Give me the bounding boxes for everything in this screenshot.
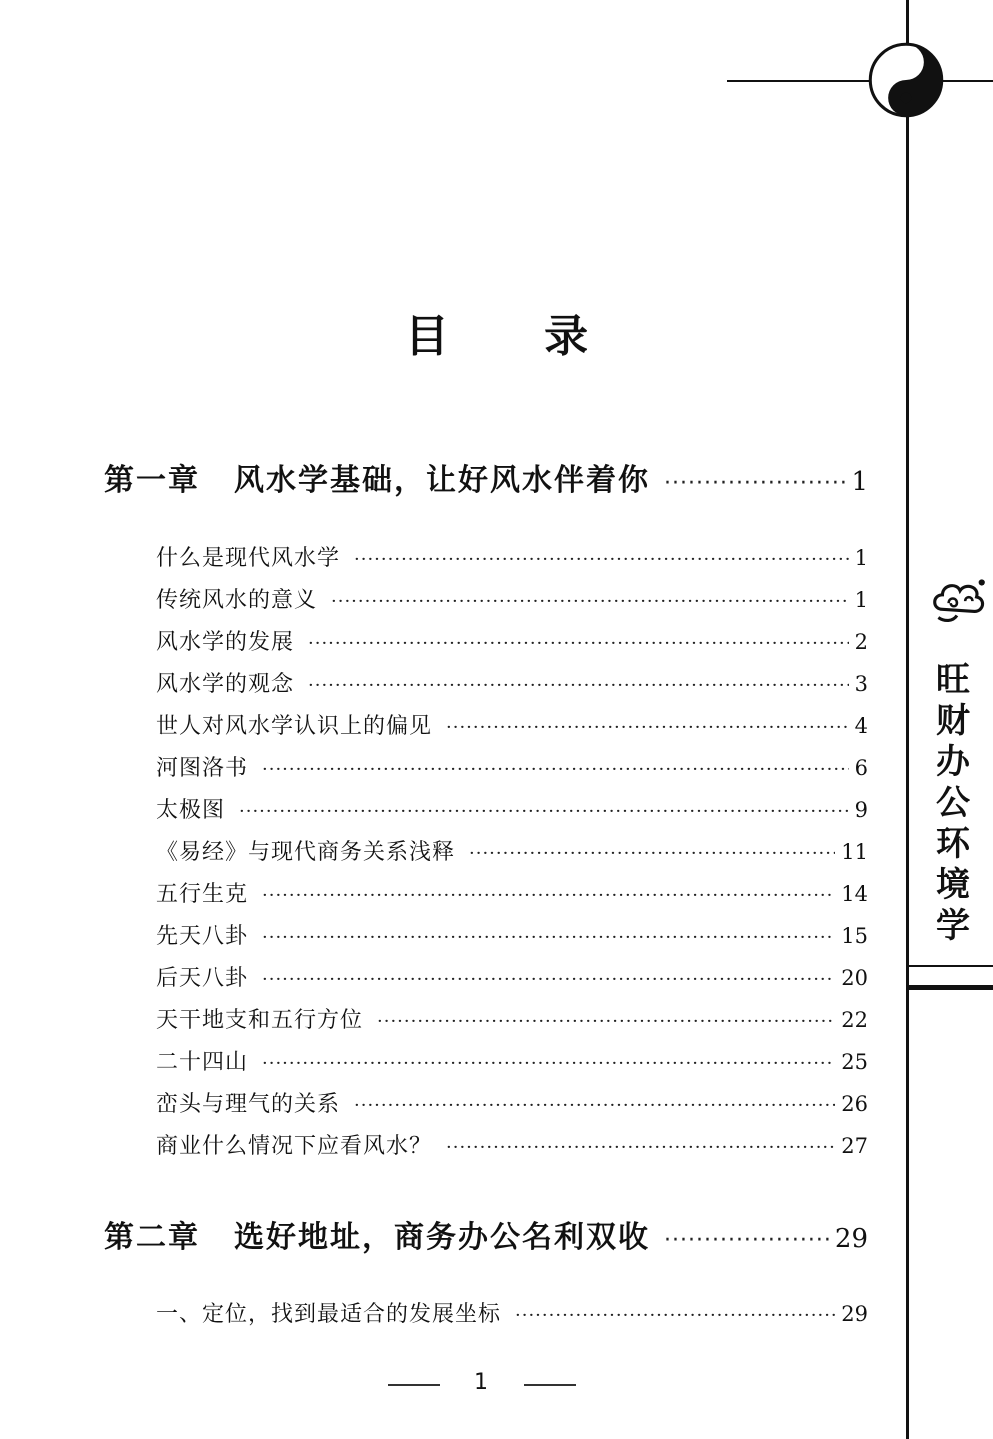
footer-dash — [388, 1384, 440, 1386]
footer-dash — [524, 1384, 576, 1386]
leader-dots — [262, 759, 849, 780]
sidebar-title-char: 环 — [936, 824, 970, 864]
leader-dots — [664, 1228, 829, 1253]
leader-dots — [354, 549, 849, 570]
yin-yang-icon — [868, 42, 944, 118]
toc-item-page: 27 — [841, 1134, 868, 1158]
toc-item[interactable] — [156, 1087, 868, 1121]
toc-item[interactable] — [156, 667, 868, 701]
page-number: 1 — [474, 1370, 488, 1395]
toc-item[interactable] — [156, 793, 868, 827]
leader-dots — [262, 969, 835, 990]
chapter-page-number: 29 — [834, 1224, 868, 1254]
leader-dots — [515, 1305, 835, 1326]
chapter-page-number: 1 — [851, 467, 868, 497]
toc-item-page: 14 — [841, 882, 868, 906]
toc-item[interactable] — [156, 541, 868, 575]
toc-item[interactable] — [156, 709, 868, 743]
toc-item-title: 太极图 — [156, 798, 226, 823]
toc-item-title: 风水学的发展 — [156, 630, 295, 655]
toc-item-title: 后天八卦 — [156, 966, 249, 991]
leader-dots — [262, 885, 835, 906]
toc-item-page: 11 — [841, 840, 868, 864]
leader-dots — [469, 843, 835, 864]
leader-dots — [446, 1137, 835, 1158]
toc-item-title: 一、定位，找到最适合的发展坐标 — [156, 1302, 502, 1327]
header-horizontal-rule — [727, 80, 993, 82]
sidebar-rule — [906, 965, 993, 967]
toc-chapter-2[interactable] — [104, 1212, 868, 1255]
leader-dots — [239, 801, 849, 822]
toc-item-title: 《易经》与现代商务关系浅释 — [156, 840, 456, 865]
chapter-label: 第二章 — [104, 1220, 200, 1255]
toc-item[interactable] — [156, 1045, 868, 1079]
toc-item-title: 河图洛书 — [156, 756, 249, 781]
toc-item[interactable] — [156, 919, 868, 953]
toc-item-title: 商业什么情况下应看风水？ — [156, 1134, 433, 1159]
sidebar-title-char: 旺 — [936, 660, 970, 700]
sidebar-title-char: 办 — [936, 742, 970, 782]
toc-item-title: 二十四山 — [156, 1050, 249, 1075]
chapter-title: 选好地址，商务办公名利双收 — [234, 1220, 650, 1255]
leader-dots — [664, 471, 845, 496]
toc-chapter-1[interactable] — [104, 455, 868, 498]
toc-item-title: 先天八卦 — [156, 924, 249, 949]
leader-dots — [377, 1011, 835, 1032]
leader-dots — [308, 675, 849, 696]
leader-dots — [262, 1053, 835, 1074]
toc-item-page: 29 — [841, 1302, 868, 1326]
toc-item[interactable] — [156, 751, 868, 785]
toc-item-page: 25 — [841, 1050, 868, 1074]
sidebar-title-char: 财 — [936, 701, 970, 741]
toc-item-title: 天干地支和五行方位 — [156, 1008, 364, 1033]
toc-item-title: 风水学的观念 — [156, 672, 295, 697]
sidebar-book-title — [930, 660, 976, 947]
toc-item-page: 20 — [841, 966, 868, 990]
toc-item-page: 15 — [841, 924, 868, 948]
toc-item-page: 26 — [841, 1092, 868, 1116]
leader-dots — [331, 591, 849, 612]
toc-item-title: 五行生克 — [156, 882, 249, 907]
toc-item-page: 3 — [854, 672, 868, 696]
leader-dots — [446, 717, 849, 738]
toc-item-title: 什么是现代风水学 — [156, 546, 341, 571]
toc-item[interactable] — [156, 1003, 868, 1037]
sidebar-title-char: 公 — [936, 783, 970, 823]
chapter-label: 第一章 — [104, 463, 200, 498]
toc-item-page: 4 — [854, 714, 868, 738]
toc-item-page: 2 — [854, 630, 868, 654]
toc-item[interactable] — [156, 877, 868, 911]
toc-item[interactable] — [156, 835, 868, 869]
toc-item-page: 6 — [854, 756, 868, 780]
leader-dots — [262, 927, 835, 948]
sidebar-title-char: 学 — [936, 906, 970, 946]
cloud-ornament-icon — [928, 568, 990, 630]
toc-item-title: 世人对风水学认识上的偏见 — [156, 714, 433, 739]
toc-item-page: 1 — [854, 546, 868, 570]
sidebar-title-char: 境 — [936, 865, 970, 905]
toc-item[interactable] — [156, 961, 868, 995]
toc-item[interactable] — [156, 1297, 868, 1331]
toc-item[interactable] — [156, 1129, 868, 1163]
margin-vertical-rule — [906, 0, 909, 1439]
sidebar-rule-thick — [906, 985, 993, 990]
toc-item-page: 22 — [841, 1008, 868, 1032]
toc-item-title: 峦头与理气的关系 — [156, 1092, 341, 1117]
leader-dots — [308, 633, 849, 654]
chapter-title: 风水学基础，让好风水伴着你 — [234, 463, 650, 498]
page-title: 目 录 — [404, 311, 629, 362]
toc-item[interactable] — [156, 625, 868, 659]
toc-item-title: 传统风水的意义 — [156, 588, 318, 613]
toc-item-page: 1 — [854, 588, 868, 612]
toc-item-page: 9 — [854, 798, 868, 822]
toc-item[interactable] — [156, 583, 868, 617]
leader-dots — [354, 1095, 835, 1116]
